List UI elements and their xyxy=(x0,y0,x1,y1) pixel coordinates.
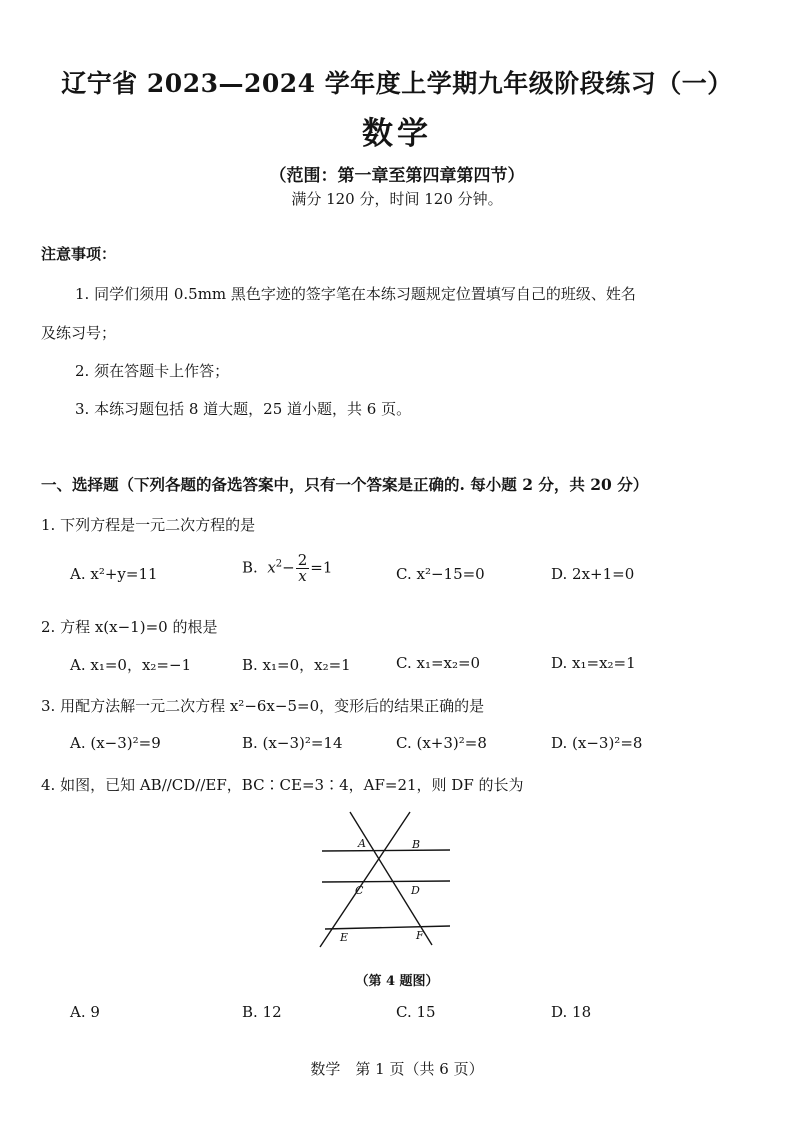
figure-caption: （第 4 题图） xyxy=(355,974,439,989)
exam-scope: （范围：第一章至第四章第四节） xyxy=(269,166,525,186)
note-item-1: 1. 同学们须用 0.5mm 黑色字迹的签字笔在本练习题规定位置填写自己的班级、姓名 xyxy=(75,285,636,303)
label-e: E xyxy=(340,931,349,944)
label-f: F xyxy=(416,929,424,942)
question-2-option-c: C. x₁=x₂=0 xyxy=(396,654,481,672)
label-a: A xyxy=(358,837,366,850)
question-3-option-a: A. (x−3)²=9 xyxy=(70,734,161,752)
subject-title: 数学 xyxy=(362,116,432,152)
note-item-2: 2. 须在答题卡上作答； xyxy=(75,362,230,380)
question-2-option-b: B. x₁=0，x₂=1 xyxy=(242,656,351,674)
note-item-3: 3. 本练习题包括 8 道大题，25 道小题，共 6 页。 xyxy=(75,400,412,418)
label-c: C xyxy=(355,884,364,897)
note-item-1-cont: 及练习号； xyxy=(41,324,117,342)
question-2-option-d: D. x₁=x₂=1 xyxy=(551,654,636,672)
score-time: 满分 120 分，时间 120 分钟。 xyxy=(291,190,503,208)
exam-title: 辽宁省 2023—2024 学年度上学期九年级阶段练习（一） xyxy=(61,69,733,98)
question-1-stem: 1. 下列方程是一元二次方程的是 xyxy=(41,516,256,534)
line-cd xyxy=(322,881,450,882)
question-2-stem: 2. 方程 x(x−1)=0 的根是 xyxy=(41,618,218,636)
question-3-option-d: D. (x−3)²=8 xyxy=(551,734,643,752)
section-heading: 一、选择题（下列各题的备选答案中，只有一个答案是正确的. 每小题 2 分，共 20 分） xyxy=(41,475,649,494)
question-4-option-d: D. 18 xyxy=(551,1003,592,1021)
question-4-option-b: B. 12 xyxy=(242,1003,282,1021)
question-1-option-d: D. 2x+1=0 xyxy=(551,565,635,583)
question-3-option-c: C. (x+3)²=8 xyxy=(396,734,487,752)
line-ab xyxy=(322,850,450,851)
question-3-option-b: B. (x−3)²=14 xyxy=(242,734,343,752)
question-3-stem: 3. 用配方法解一元二次方程 x²−6x−5=0，变形后的结果正确的是 xyxy=(41,697,485,715)
question-1-option-b: B. $x^2-$ $\frac{2}{x}$ =1 xyxy=(242,551,333,585)
question-1-option-a: A. x²+y=11 xyxy=(70,565,158,583)
notes-heading: 注意事项： xyxy=(41,245,117,263)
label-b: B xyxy=(412,838,421,851)
question-1-option-c: C. x²−15=0 xyxy=(396,565,485,583)
question-4-option-c: C. 15 xyxy=(396,1003,436,1021)
question-4-stem: 4. 如图，已知 AB//CD//EF，BC∶CE=3∶4，AF=21，则 DF 的长为 xyxy=(41,776,524,794)
transversal-af xyxy=(350,812,432,945)
fraction-2-over-x: $\frac{2}{x}$ xyxy=(297,551,308,585)
page-footer: 数学 第 1 页（共 6 页） xyxy=(310,1060,484,1078)
question-4-option-a: A. 9 xyxy=(70,1003,100,1021)
line-ef xyxy=(325,926,450,929)
parallel-lines-figure xyxy=(310,808,460,953)
question-2-option-a: A. x₁=0，x₂=−1 xyxy=(70,656,192,674)
label-d: D xyxy=(411,884,420,897)
